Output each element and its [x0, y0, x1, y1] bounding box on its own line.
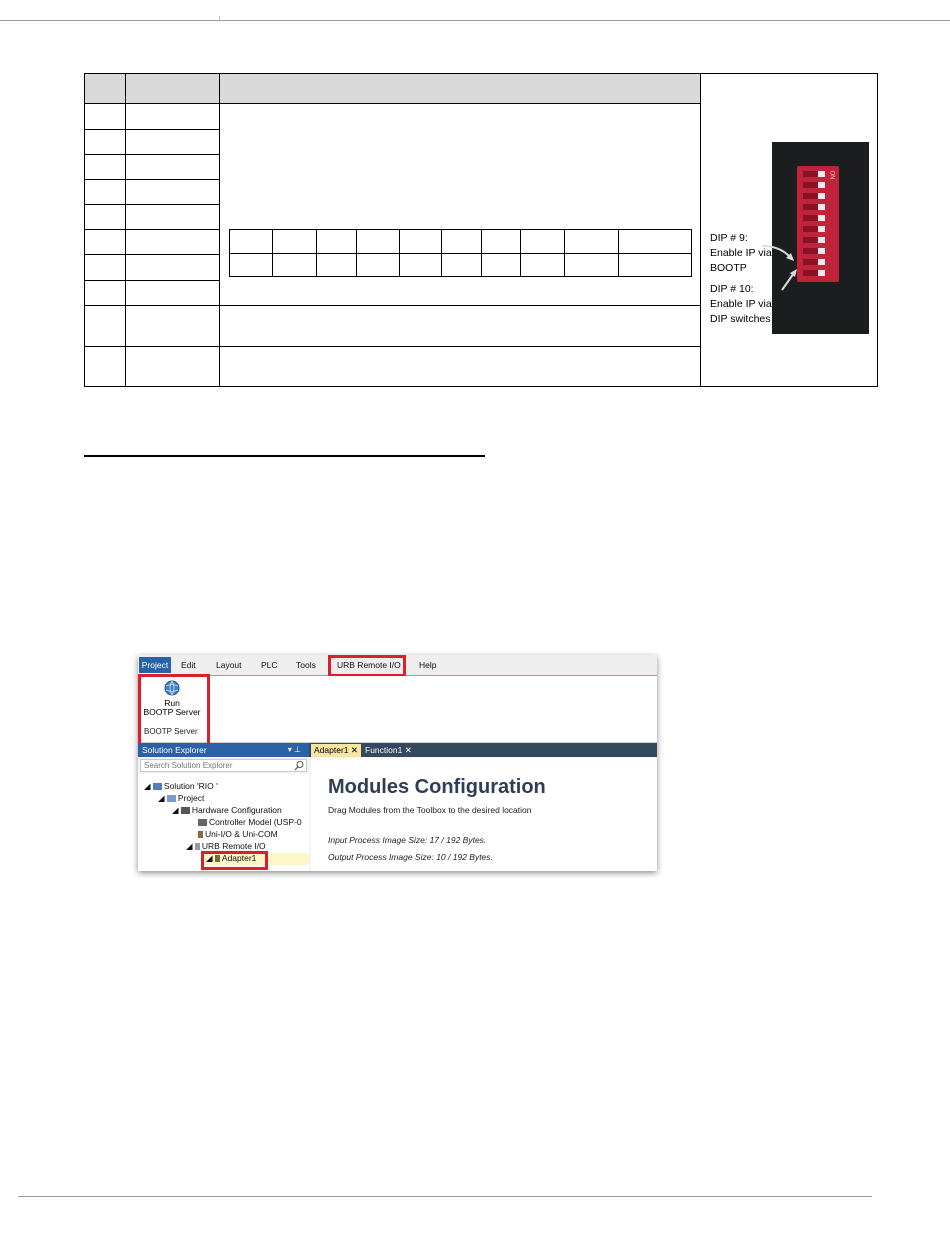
dip-switch-table: [84, 73, 878, 387]
solution-icon: [153, 783, 162, 790]
menu-urb-remote-io[interactable]: URB Remote I/O: [337, 660, 401, 670]
inner-grid: [229, 229, 692, 277]
footer-rule: [18, 1196, 872, 1197]
tab-adapter1[interactable]: Adapter1 ✕: [311, 744, 361, 757]
heading-underline: [84, 455, 485, 457]
inner-col-line: [316, 230, 317, 276]
search-icon[interactable]: [294, 760, 305, 771]
dip-switch-9: [803, 259, 825, 265]
inner-col-line: [481, 230, 482, 276]
tree-urb-remote-io[interactable]: ◢ URB Remote I/O: [186, 841, 266, 851]
header-tick: [219, 16, 220, 21]
row-line: [85, 280, 220, 281]
menu-layout[interactable]: Layout: [216, 660, 242, 670]
on-marking: ON: [828, 170, 835, 180]
header-cell-1: [85, 74, 126, 104]
menu-plc[interactable]: PLC: [261, 660, 278, 670]
dip-switch: [803, 182, 825, 188]
dip-switch: [803, 248, 825, 254]
row-line: [85, 129, 220, 130]
main-subtitle: Drag Modules from the Toolbox to the desired location: [328, 805, 532, 815]
dip-switch: [803, 237, 825, 243]
dip-switch-10: [803, 270, 825, 276]
header-cell-2: [126, 74, 220, 104]
header-rule: [0, 20, 950, 21]
col-line-3: [700, 74, 701, 386]
pin-icon[interactable]: ▾ ⊥: [287, 745, 301, 754]
document-tabs: [309, 743, 657, 757]
controller-icon: [198, 819, 207, 826]
output-size-line: Output Process Image Size: 10 / 192 Bytes.: [328, 852, 493, 862]
ribbon-group-label: BOOTP Server: [144, 727, 198, 736]
software-screenshot: [138, 655, 657, 871]
inner-col-line: [520, 230, 521, 276]
tab-function1[interactable]: Function1 ✕: [365, 745, 412, 755]
main-title: Modules Configuration: [328, 776, 546, 798]
tree-controller-model[interactable]: Controller Model (USP-0: [198, 817, 302, 827]
inner-col-line: [356, 230, 357, 276]
menu-tools[interactable]: Tools: [296, 660, 316, 670]
dip-switch: [803, 193, 825, 199]
dip10-label: DIP # 10: Enable IP via DIP switches: [710, 283, 772, 325]
dip-switch: [803, 226, 825, 232]
module-icon: [198, 831, 203, 838]
search-input[interactable]: Search Solution Explorer: [140, 759, 307, 772]
hardware-icon: [181, 807, 190, 814]
row-line: [85, 305, 701, 306]
tree-hardware-configuration[interactable]: ◢ Hardware Configuration: [172, 805, 282, 815]
col-line-2: [219, 74, 220, 386]
close-icon[interactable]: ✕: [404, 745, 412, 755]
tree-uni-io[interactable]: Uni-I/O & Uni-COM: [198, 829, 278, 839]
menu-edit[interactable]: Edit: [181, 660, 196, 670]
dip-switch: [803, 204, 825, 210]
highlight-urb-menu: [328, 655, 406, 677]
inner-col-line: [441, 230, 442, 276]
inner-col-line: [618, 230, 619, 276]
highlight-bootp-button: [138, 674, 210, 746]
close-icon[interactable]: ✕: [350, 745, 358, 755]
highlight-adapter1: [201, 851, 268, 870]
col-line-1: [125, 74, 126, 386]
row-line: [85, 229, 220, 230]
remote-io-icon: [195, 843, 200, 850]
row-line: [85, 179, 220, 180]
inner-row-line: [230, 253, 691, 254]
tree-solution[interactable]: ◢ Solution 'RIO ': [144, 781, 218, 791]
menu-help[interactable]: Help: [419, 660, 437, 670]
dip-switch-block: [797, 166, 839, 282]
run-bootp-button[interactable]: Run BOOTP Server: [140, 676, 204, 724]
row-line: [85, 154, 220, 155]
dip9-label: DIP # 9: Enable IP via BOOTP: [710, 232, 772, 274]
menu-project[interactable]: Project: [139, 657, 171, 673]
modules-configuration-pane: [311, 758, 657, 871]
project-icon: [167, 795, 176, 802]
inner-col-line: [564, 230, 565, 276]
ribbon: [138, 676, 657, 743]
inner-col-line: [399, 230, 400, 276]
inner-col-line: [272, 230, 273, 276]
row-line: [85, 254, 220, 255]
row-line: [85, 346, 701, 347]
row-line: [85, 204, 220, 205]
input-size-line: Input Process Image Size: 17 / 192 Bytes.: [328, 835, 487, 845]
dip-arrows: [760, 240, 800, 300]
header-cell-3: [220, 74, 701, 104]
dip-switch-photo: [772, 142, 869, 334]
dip-switch: [803, 171, 825, 177]
solution-explorer-title: Solution Explorer ▾ ⊥: [138, 743, 309, 757]
tree-project[interactable]: ◢ Project: [158, 793, 205, 803]
dip-switch: [803, 215, 825, 221]
tree-adapter1[interactable]: ◢ Adapter1: [202, 853, 309, 865]
